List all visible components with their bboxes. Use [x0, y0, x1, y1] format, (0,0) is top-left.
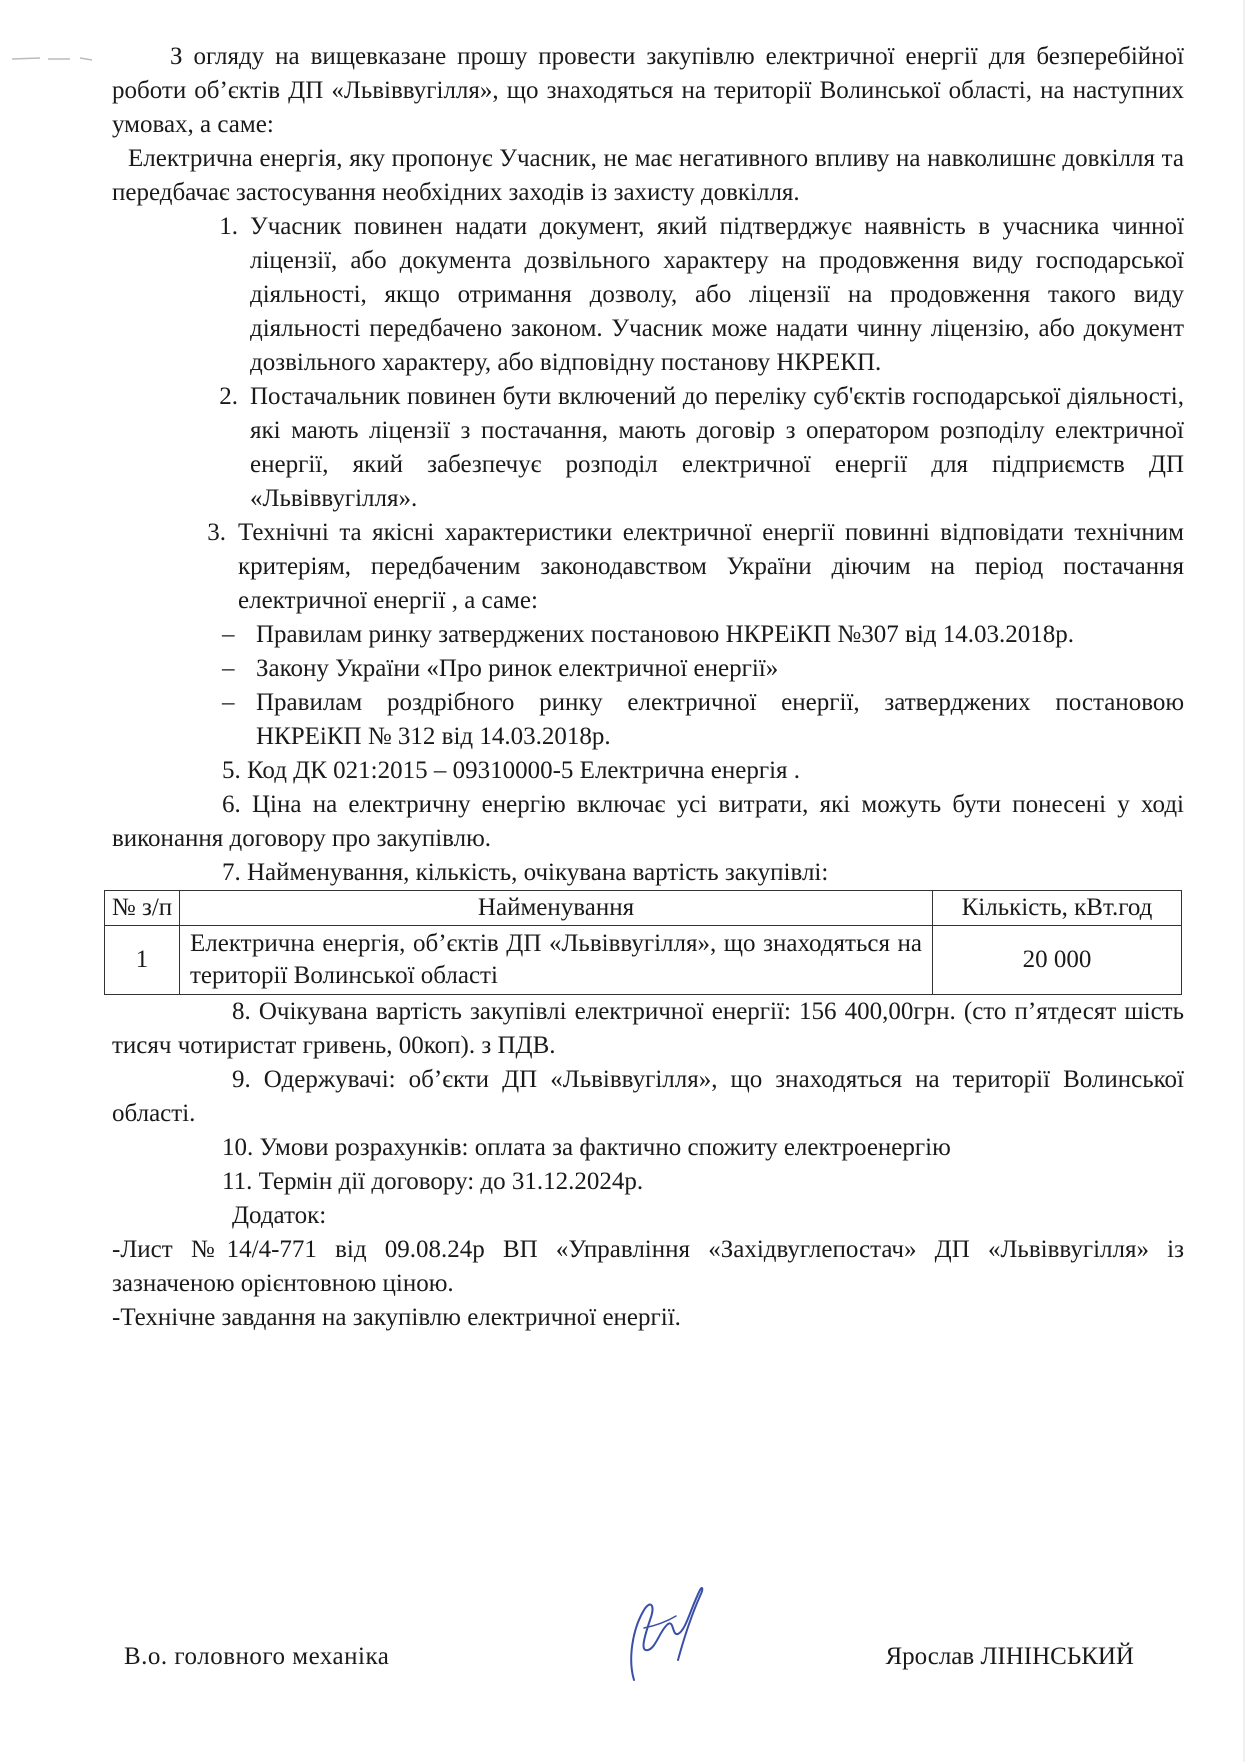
list-item-3 [112, 516, 1184, 618]
list-text: Постачальник повинен бути включений до переліку суб'єктів господарської діяльності, які мають ліцензії з постачання, мають договір з оператором розподілу електричної енергії, який забезпечує розподіл електричної енергії для підприємств ДП «Львіввугілля». [250, 383, 1184, 512]
list-item-2 [112, 380, 1184, 516]
attachment-1: -Лист №14/4-771 від 09.08.24р ВП «Управління «Західвуглепостач» ДП «Львіввугілля» із зазначеною орієнтовною ціною. [112, 1236, 1184, 1297]
scan-mark [10, 38, 95, 44]
signature-image [614, 1580, 724, 1700]
environment-paragraph: Електрична енергія, яку пропонує Учасник, не має негативного впливу на навколишнє довкілля та передбачає застосування необхідних заходів із захисту довкілля. [112, 145, 1184, 206]
item-9: 9. Одержувачі: об’єкти ДП «Львіввугілля», що знаходяться на території Волинської області. [112, 1066, 1184, 1127]
intro-paragraph: З огляду на вищевказане прошу провести закупівлю електричної енергії для безперебійної роботи об’єктів ДП «Львіввугілля», що знаходяться на території Волинської області, на наступних умовах, а саме: [112, 43, 1184, 138]
table-header-row [105, 891, 1182, 926]
dash-item-1 [112, 618, 1184, 652]
document-body [112, 40, 1184, 1335]
dash-text: Закону України «Про ринок електричної енергії» [256, 655, 779, 682]
item-8: 8. Очікувана вартість закупівлі електричної енергії: 156 400,00грн. (сто п’ятдесят шість тисяч чотиристат гривень, 00коп). з ПДВ. [112, 998, 1184, 1059]
dash-mark: – [222, 655, 235, 682]
list-number: 1. [219, 213, 238, 240]
header-quantity: Кількість, кВт.год [933, 891, 1182, 926]
scan-edge [1243, 0, 1245, 1762]
attachment-label: Додаток: [232, 1202, 327, 1229]
procurement-table [104, 890, 1182, 995]
cell-name: Електрична енергія, об’єктів ДП «Львіввугілля», що знаходяться на території Волинської області [180, 926, 933, 995]
item-11: 11. Термін дії договору: до 31.12.2024р. [222, 1168, 644, 1195]
dash-text: Правилам ринку затверджених постановою НКРЕіКП №307 від 14.03.2018р. [256, 621, 1074, 648]
signer-name: Ярослав ЛІНІНСЬКИЙ [885, 1643, 1134, 1670]
list-item-1 [112, 210, 1184, 380]
dash-text: Правилам роздрібного ринку електричної енергії, затверджених постановою НКРЕіКП № 312 від 14.03.2018р. [256, 689, 1184, 750]
dash-item-2 [112, 652, 1184, 686]
dash-mark: – [222, 689, 235, 716]
item-10: 10. Умови розрахунків: оплата за фактично спожиту електроенергію [222, 1134, 951, 1161]
item-5: 5. Код ДК 021:2015 – 09310000-5 Електрична енергія . [222, 757, 801, 784]
header-number: № з/п [105, 891, 180, 926]
attachment-2: -Технічне завдання на закупівлю електричної енергії. [112, 1304, 681, 1331]
signature-block [124, 1620, 1134, 1680]
item-6: 6. Ціна на електричну енергію включає усі витрати, які можуть бути понесені у ході виконання договору про закупівлю. [112, 791, 1184, 852]
dash-item-3 [112, 686, 1184, 754]
cell-number: 1 [105, 926, 180, 995]
dash-mark: – [222, 621, 235, 648]
cell-quantity: 20 000 [933, 926, 1182, 995]
list-text: Технічні та якісні характеристики електричної енергії повинні відповідати технічним критеріям, передбаченим законодавством України діючим на період постачання електричної енергії , а саме: [238, 519, 1184, 614]
header-name: Найменування [180, 891, 933, 926]
list-number: 2. [219, 383, 238, 410]
table-row [105, 926, 1182, 995]
item-7: 7. Найменування, кількість, очікувана вартість закупівлі: [222, 859, 829, 886]
signer-position: В.о. головного механіка [124, 1643, 390, 1670]
list-number: 3. [207, 519, 226, 546]
list-text: Учасник повинен надати документ, який підтверджує наявність в учасника чинної ліцензії, або документа дозвільного характеру на продовження виду господарської діяльності, якщо отримання дозволу, або ліцензії на продовження такого виду діяльності передбачено законом. Учасник може надати чинну ліцензію, або документ дозвільного характеру, або відповідну постанову НКРЕКП. [250, 213, 1184, 376]
